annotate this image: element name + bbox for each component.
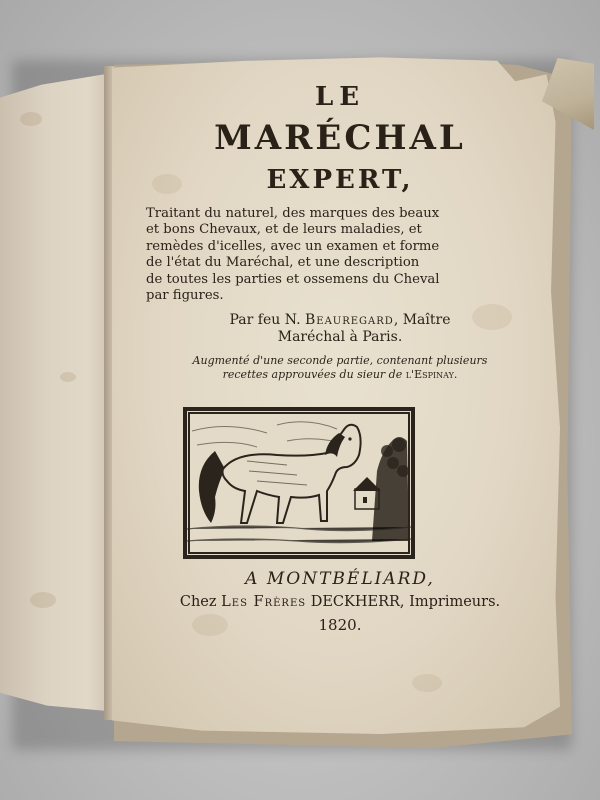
imprint-block: [140, 568, 540, 636]
augment-line-2: recettes approuvées du sieur de: [222, 368, 403, 382]
imprint-city: A MONTBÉLIARD,: [245, 569, 435, 589]
description-line: Traitant du naturel, des marques des beaux: [146, 206, 440, 221]
printer-names: Les Frères: [221, 594, 307, 610]
horse-woodcut-icon: [187, 411, 411, 555]
augment-name: l'Espinay.: [405, 368, 458, 382]
description-line: de l'état du Maréchal, et une description: [146, 255, 420, 271]
printer-house: DECKHERR,: [310, 594, 405, 610]
author-name: Beauregard: [304, 312, 394, 329]
description-line: remèdes d'icelles, avec un examen et forme: [146, 238, 440, 254]
description-line: de toutes les parties et ossemens du Cheval: [146, 271, 440, 287]
author-line-2: Maréchal à Paris.: [277, 329, 403, 346]
author-suffix: , Maître: [393, 312, 451, 329]
author-credit: [140, 312, 540, 346]
left-flyleaf: [0, 72, 118, 712]
title-line-marechal: MARÉCHAL: [214, 118, 466, 158]
title-block: [140, 82, 540, 382]
subtitle-description: [146, 206, 534, 304]
imprint-printer: [140, 592, 540, 612]
author-prefix: Par feu N.: [229, 312, 301, 329]
title-line-expert: EXPERT,: [266, 165, 414, 195]
augmentation-note: [140, 354, 540, 382]
augment-line-1: Augmenté d'une seconde partie, contenant plusieurs: [192, 354, 488, 368]
printer-prefix: Chez: [179, 594, 217, 610]
horse-woodcut-illustration: [183, 407, 415, 559]
description-line: par figures.: [146, 288, 224, 304]
title-line-le: LE: [314, 82, 366, 112]
imprint-year: 1820.: [318, 616, 362, 634]
printer-suffix: Imprimeurs.: [409, 594, 501, 610]
description-line: et bons Chevaux, et de leurs maladies, et: [146, 222, 422, 238]
